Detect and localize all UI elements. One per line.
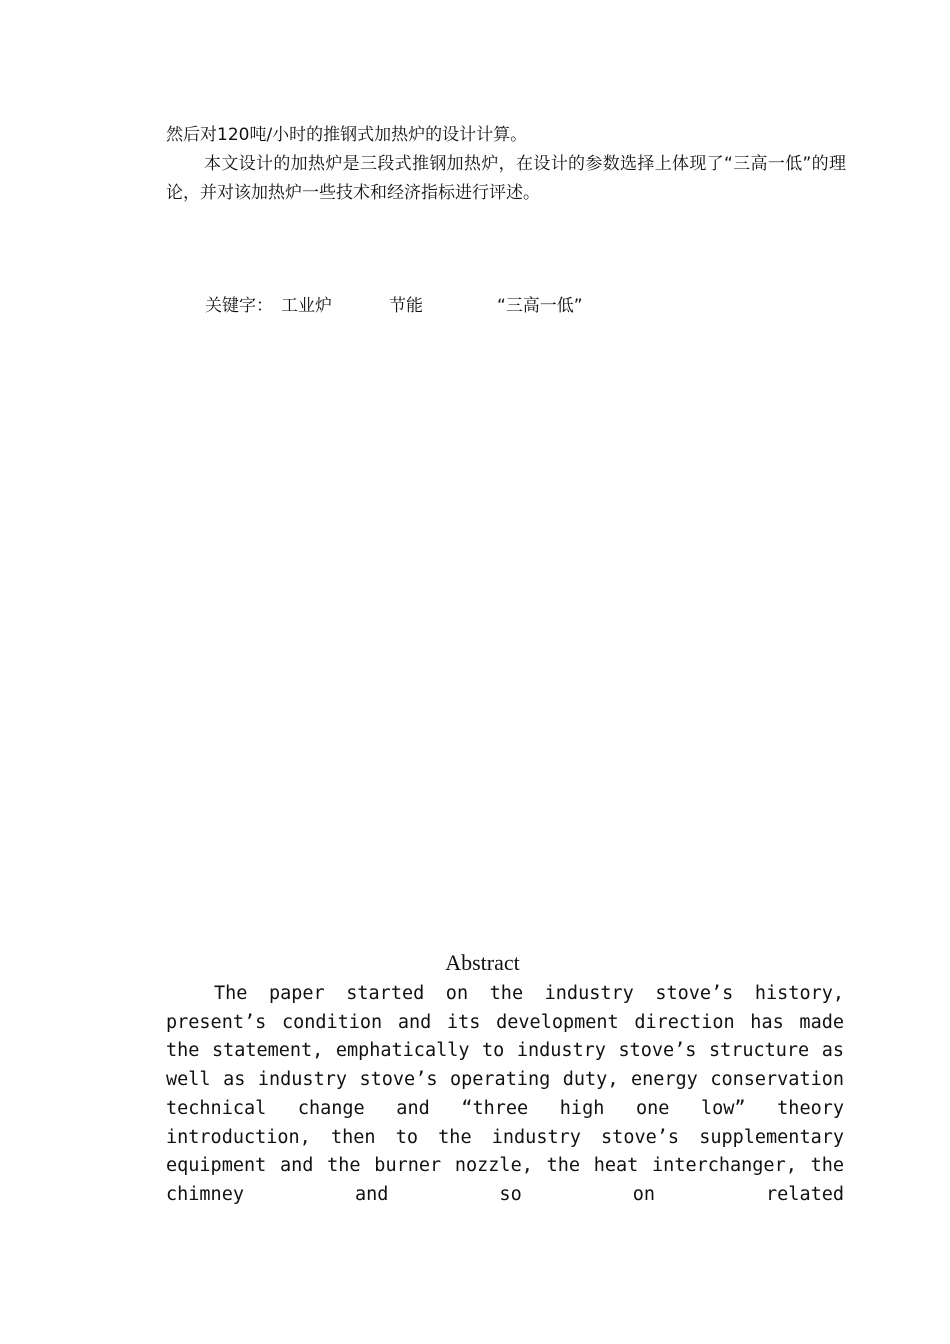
keyword-item: 工业炉 xyxy=(281,296,332,316)
chinese-abstract-continuation: 然后对120吨/小时的推钢式加热炉的设计计算。 xyxy=(166,125,528,145)
keyword-item: 节能 xyxy=(389,296,423,316)
abstract-body: The paper started on the industry stove’s history, present’s condition and its development direction has made the statement, emphatically to industry stove’s structure as well as industry stove’s operating duty, energy conservation technical change and “three high one low” theory introduction, then to the industry stove’s supplementary equipment and the burner nozzle, the heat interchanger, the chimney and so on related xyxy=(166,983,844,1205)
keywords-line xyxy=(205,292,845,321)
abstract-heading: Abstract xyxy=(445,950,520,975)
keyword-item: “三高一低” xyxy=(497,296,583,316)
chinese-abstract-paragraph: 本文设计的加热炉是三段式推钢加热炉，在设计的参数选择上体现了“三高一低”的理论，并对该加热炉一些技术和经济指标进行评述。 xyxy=(166,154,846,203)
keywords-label: 关键字： xyxy=(205,296,273,316)
